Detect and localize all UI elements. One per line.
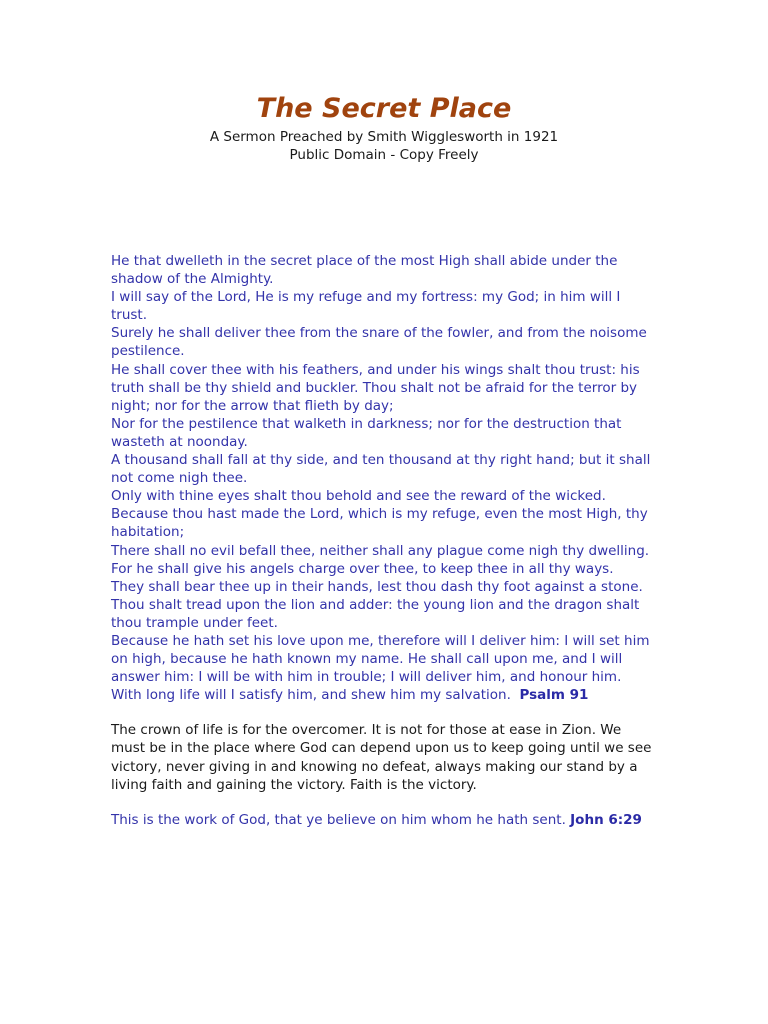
psalm-line: A thousand shall fall at thy side, and ten thousand at thy right hand; but it shall xyxy=(111,452,651,469)
psalm-line: pestilence. xyxy=(111,343,185,360)
psalm-line: Because he hath set his love upon me, therefore will I deliver him: I will set him xyxy=(111,632,650,649)
psalm-line: trust. xyxy=(111,307,148,324)
psalm-line: Only with thine eyes shalt thou behold and see the reward of the wicked. xyxy=(111,488,606,505)
psalm-line: Because thou hast made the Lord, which is my refuge, even the most High, thy xyxy=(111,506,648,523)
psalm-line: I will say of the Lord, He is my refuge and my fortress: my God; in him will I xyxy=(111,289,621,306)
psalm-line: For he shall give his angels charge over thee, to keep thee in all thy ways. xyxy=(111,560,614,577)
psalm-line: not come nigh thee. xyxy=(111,470,248,487)
psalm-line: night; nor for the arrow that flieth by day; xyxy=(111,397,394,414)
psalm-line: thou trample under feet. xyxy=(111,614,278,631)
psalm-line: They shall bear thee up in their hands, lest thou dash thy foot against a stone. xyxy=(111,578,643,595)
psalm-reference: Psalm 91 xyxy=(519,687,589,704)
psalm-line: on high, because he hath known my name. He shall call upon me, and I will xyxy=(111,651,623,668)
psalm-line: He shall cover thee with his feathers, and under his wings shalt thou trust: his xyxy=(111,361,640,378)
copyright-note: Public Domain - Copy Freely xyxy=(289,147,479,163)
scripture-quote xyxy=(111,811,659,829)
sermon-paragraph xyxy=(111,721,659,793)
document-header xyxy=(0,92,768,164)
psalm-last-line-text: With long life will I satisfy him, and shew him my salvation. xyxy=(111,687,511,704)
paragraph-line: living faith and gaining the victory. Faith is the victory. xyxy=(111,776,477,793)
page-title: The Secret Place xyxy=(256,93,512,124)
psalm-line: shadow of the Almighty. xyxy=(111,271,274,288)
sermon-subtitle: A Sermon Preached by Smith Wigglesworth in 1921 xyxy=(209,129,559,145)
psalm-line: answer him: I will be with him in trouble; I will deliver him, and honour him. xyxy=(111,669,622,686)
psalm-line: Nor for the pestilence that walketh in darkness; nor for the destruction that xyxy=(111,415,622,432)
psalm-line: wasteth at noonday. xyxy=(111,433,248,450)
paragraph-line: must be in the place where God can depend upon us to keep going until we see xyxy=(111,740,652,757)
quote-text: This is the work of God, that ye believe on him whom he hath sent. xyxy=(111,811,566,828)
psalm-line: Thou shalt tread upon the lion and adder: the young lion and the dragon shalt xyxy=(111,596,640,613)
psalm-line: There shall no evil befall thee, neither shall any plague come nigh thy dwelling. xyxy=(111,542,650,559)
document-body xyxy=(111,252,659,829)
psalm-line: habitation; xyxy=(111,524,185,541)
quote-reference: John 6:29 xyxy=(570,811,642,828)
psalm-passage xyxy=(111,252,659,704)
paragraph-line: The crown of life is for the overcomer. It is not for those at ease in Zion. We xyxy=(111,722,622,739)
psalm-line: truth shall be thy shield and buckler. Thou shalt not be afraid for the terror by xyxy=(111,379,638,396)
psalm-line: He that dwelleth in the secret place of the most High shall abide under the xyxy=(111,253,618,269)
psalm-last-line xyxy=(111,686,659,704)
paragraph-line: victory, never giving in and knowing no defeat, always making our stand by a xyxy=(111,758,638,775)
psalm-line: Surely he shall deliver thee from the snare of the fowler, and from the noisome xyxy=(111,325,647,342)
